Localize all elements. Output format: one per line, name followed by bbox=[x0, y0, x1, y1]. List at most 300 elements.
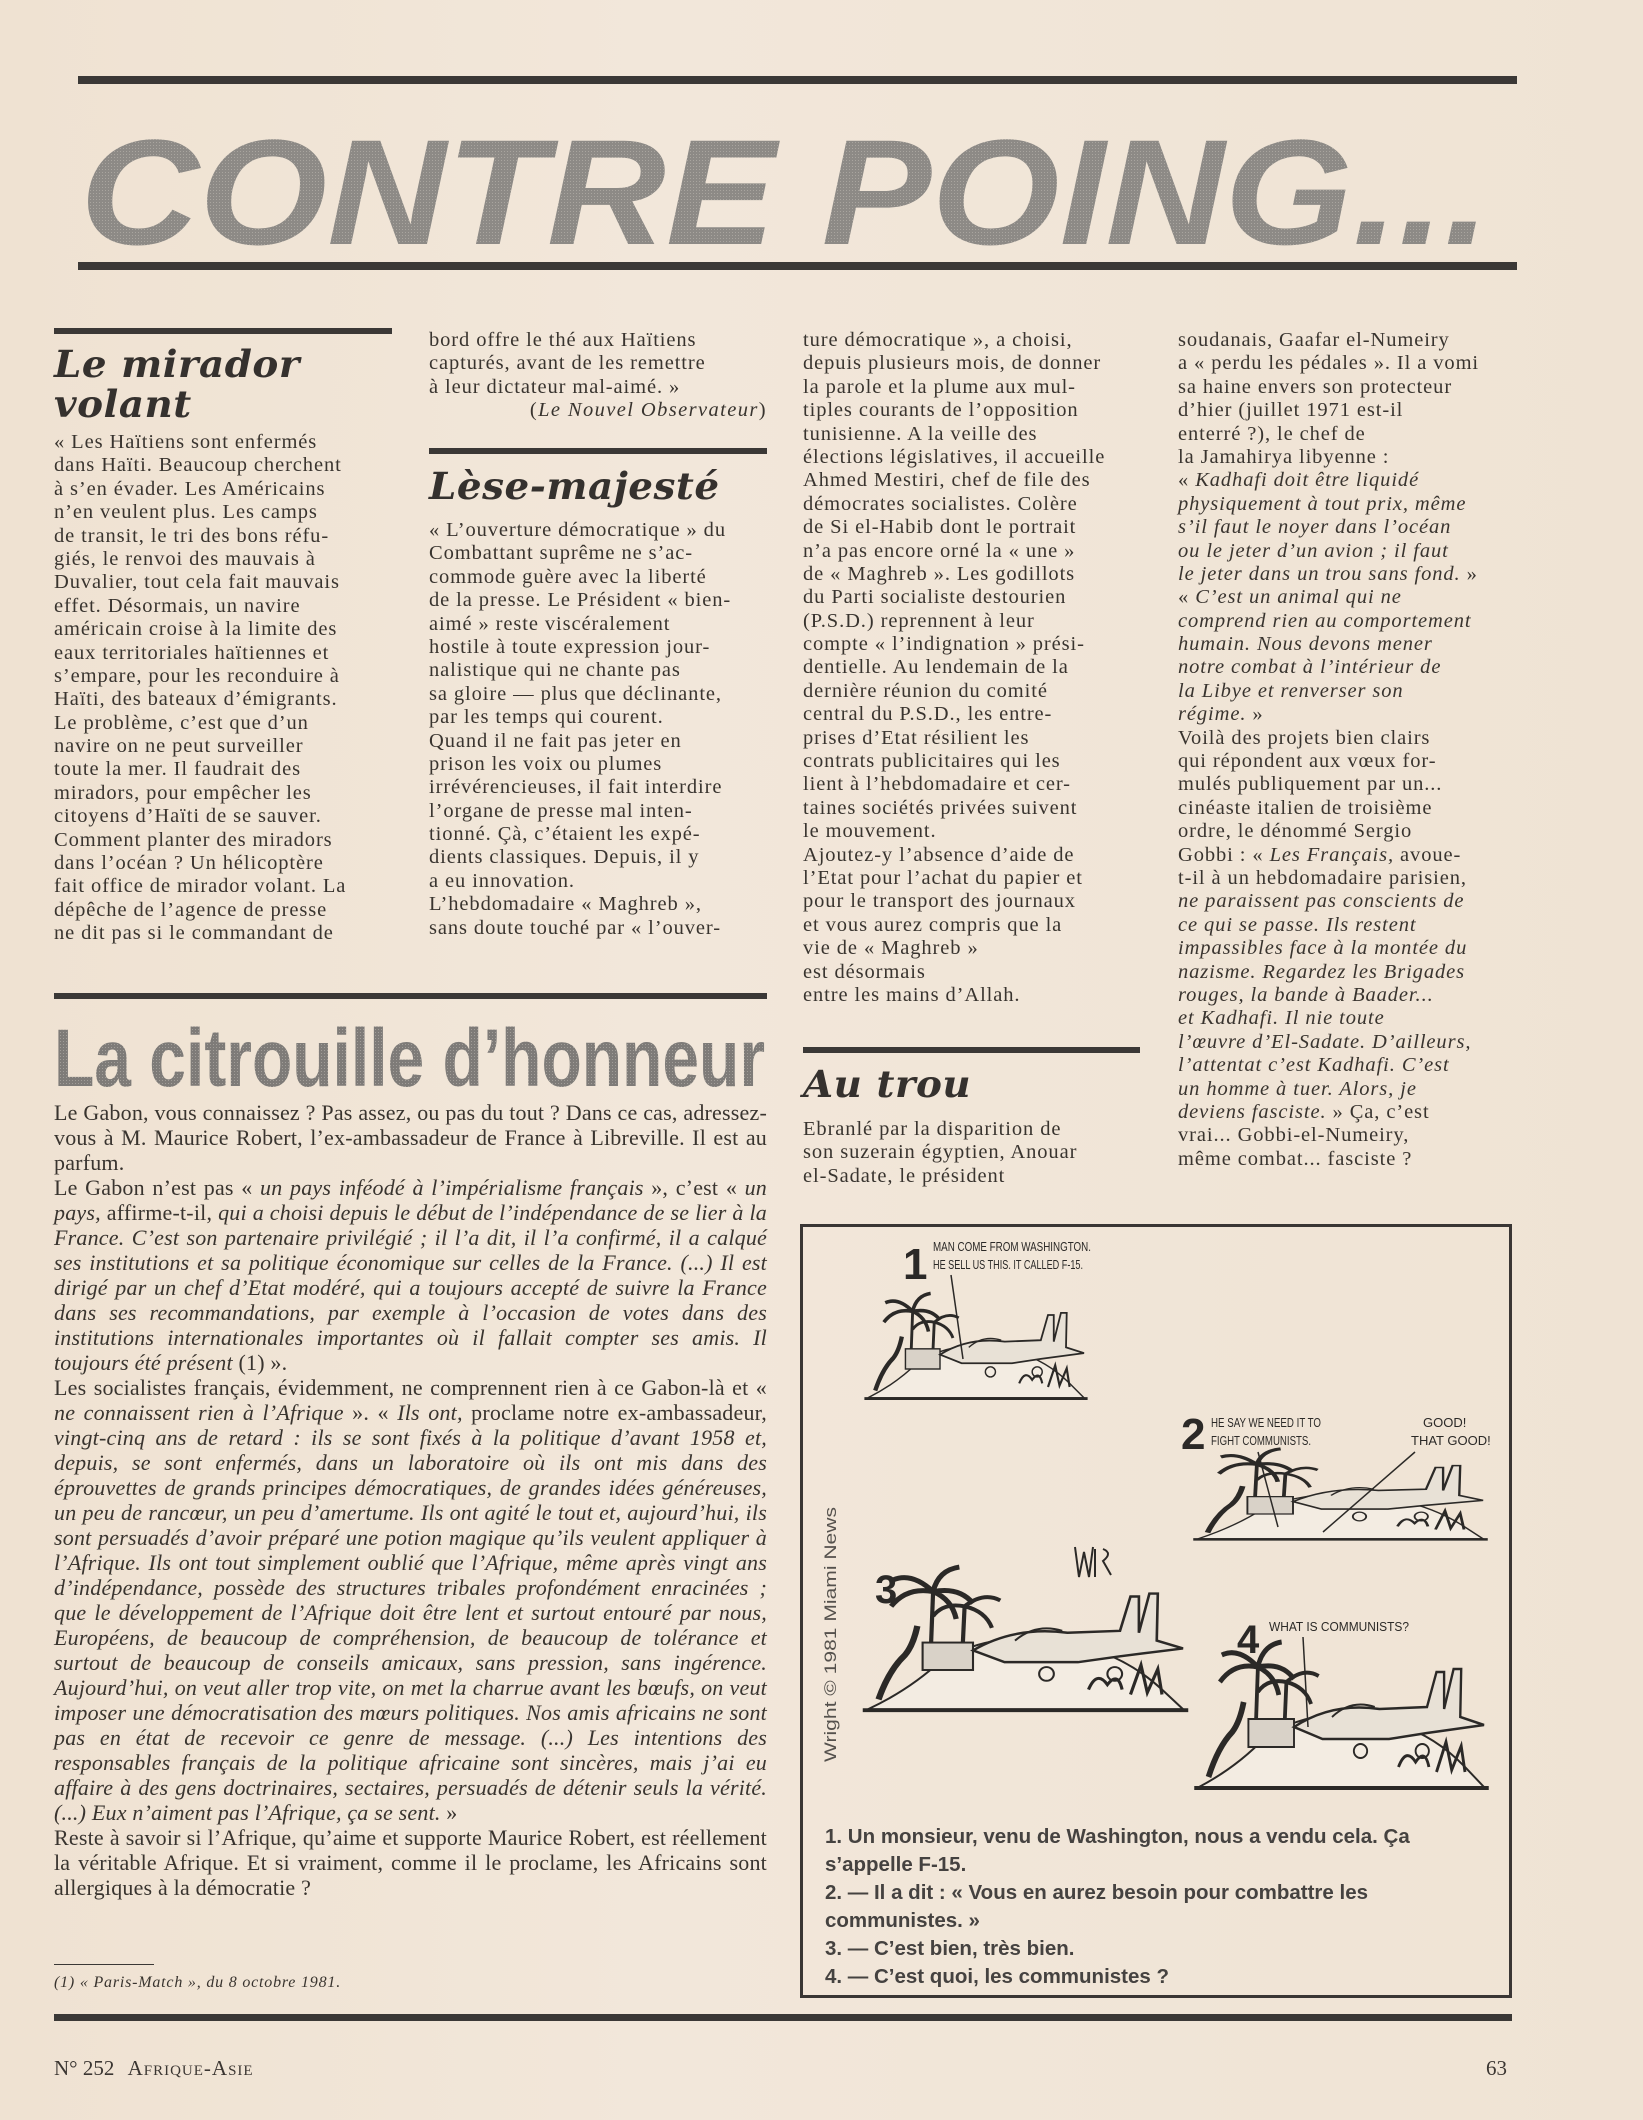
text-run: central du P.S.D., les entre- bbox=[803, 703, 1053, 726]
text-line bbox=[1178, 1007, 1479, 1030]
text-run: bord offre le thé aux Haïtiens bbox=[429, 329, 697, 351]
text-line bbox=[1178, 820, 1479, 843]
text-run: d’hier (juillet 1971 est-il bbox=[1178, 399, 1404, 422]
text-run: L’hebdomadaire « Maghreb », bbox=[429, 893, 702, 916]
text-run: « bbox=[1178, 586, 1196, 609]
text-run: à leur dictateur mal-aimé. » bbox=[429, 375, 681, 398]
text-run: fait office de mirador volant. La bbox=[54, 875, 347, 898]
text-line bbox=[1178, 469, 1479, 492]
text-line bbox=[803, 844, 1105, 867]
cartoon-caption bbox=[825, 1823, 1490, 1991]
article-title-citrouille bbox=[54, 1014, 767, 1094]
text-line bbox=[1178, 844, 1479, 867]
speech-bubble-text: HE SELL US THIS. IT CALLED F-15. bbox=[933, 1257, 1083, 1272]
panel-number: 4 bbox=[1237, 1618, 1260, 1662]
italic-run: le jeter dans un trou sans fond. bbox=[1178, 562, 1461, 585]
cartoon-panel-2 bbox=[1181, 1410, 1491, 1539]
text-line bbox=[803, 376, 1105, 399]
text-run: du Parti socialiste destourien bbox=[803, 586, 1067, 609]
text-run: ture démocratique », a choisi, bbox=[803, 329, 1073, 351]
speech-bubble-text: MAN COME FROM WASHINGTON. bbox=[933, 1239, 1091, 1254]
italic-run: l’œuvre d’El-Sadate. D’ailleurs, bbox=[1178, 1030, 1472, 1053]
text-line bbox=[1178, 633, 1479, 656]
text-run: pour le transport des journaux bbox=[803, 890, 1076, 913]
italic-run: ne paraissent pas conscients de bbox=[1178, 890, 1465, 913]
cartoon-strip bbox=[803, 1227, 1509, 1817]
text-line bbox=[803, 703, 1105, 726]
speech-bubble-text: HE SAY WE NEED IT TO bbox=[1211, 1415, 1321, 1430]
text-run: américain croise à la limite des bbox=[54, 618, 338, 641]
text-line bbox=[1178, 984, 1479, 1007]
text-run: », c’est « bbox=[643, 1175, 745, 1200]
text-run: nalistique qui ne chante pas bbox=[429, 659, 681, 682]
italic-run: Le Nouvel Observateur bbox=[538, 399, 759, 421]
text-line bbox=[429, 376, 706, 399]
caption-line: 1. Un monsieur, venu de Washington, nous a vendu cela. Ça s’appelle F-15. bbox=[825, 1825, 1410, 1876]
italic-run: physiquement à tout prix, même bbox=[1178, 492, 1467, 515]
text-run: s’empare, pour les reconduire à bbox=[54, 664, 340, 687]
text-line bbox=[803, 1165, 1077, 1188]
text-line bbox=[1178, 352, 1479, 375]
text-line bbox=[1178, 446, 1479, 469]
text-line bbox=[1178, 423, 1479, 446]
text-run: Quand il ne fait pas jeter en bbox=[429, 729, 682, 752]
text-run: n’a pas encore orné la « une » bbox=[803, 539, 1076, 562]
section-title-text: CONTRE POING... bbox=[80, 118, 1490, 253]
text-run: proclame notre ex-ambassadeur, bbox=[462, 1400, 768, 1425]
text-line bbox=[54, 922, 346, 945]
text-line bbox=[1178, 750, 1479, 773]
source-attribution bbox=[429, 399, 767, 422]
text-run: « bbox=[1178, 469, 1196, 492]
text-line bbox=[54, 829, 346, 852]
italic-run: l’attentat c’est Kadhafi. C’est bbox=[1178, 1054, 1450, 1077]
text-run: tiples courants de l’opposition bbox=[803, 399, 1079, 422]
text-line bbox=[429, 823, 731, 846]
column-rule bbox=[429, 448, 767, 454]
italic-run: rouges, la bande à Baader... bbox=[1178, 983, 1434, 1006]
paragraph bbox=[54, 1100, 767, 1175]
text-run: Combattant suprême ne s’ac- bbox=[429, 542, 693, 565]
text-run: Gobbi : « bbox=[1178, 843, 1270, 866]
text-line bbox=[54, 758, 346, 781]
text-line bbox=[803, 586, 1105, 609]
text-line bbox=[54, 688, 346, 711]
italic-run: humain. Nous devons mener bbox=[1178, 633, 1433, 656]
italic-run: un pays inféodé à l’impérialisme français bbox=[260, 1175, 644, 1200]
text-line bbox=[803, 610, 1105, 633]
text-line bbox=[429, 659, 731, 682]
text-run: dans l’océan ? Un hélicoptère bbox=[54, 852, 324, 875]
italic-run: deviens fasciste. bbox=[1178, 1100, 1327, 1123]
text-run: capturés, avant de les remettre bbox=[429, 352, 706, 375]
text-line bbox=[1178, 1031, 1479, 1054]
text-run: contrats publicitaires qui les bbox=[803, 750, 1061, 773]
text-line bbox=[429, 636, 731, 659]
article-body-lese-majeste bbox=[429, 519, 731, 940]
text-line bbox=[803, 937, 1105, 960]
text-line bbox=[1178, 493, 1479, 516]
text-line bbox=[429, 753, 731, 776]
text-run: ordre, le dénommé Sergio bbox=[1178, 820, 1413, 843]
text-run: de transit, le tri des bons réfu- bbox=[54, 524, 330, 547]
text-line bbox=[1178, 867, 1479, 890]
text-line bbox=[54, 571, 346, 594]
text-line bbox=[429, 566, 731, 589]
title-line: volant bbox=[54, 382, 192, 426]
article-body-lese-majeste-continued bbox=[803, 329, 1105, 1007]
text-run: ) bbox=[758, 399, 767, 421]
article-body-mirador-continued bbox=[429, 329, 706, 399]
caption-line: 2. — Il a dit : « Vous en aurez besoin pour combattre les communistes. » bbox=[825, 1881, 1368, 1932]
text-line bbox=[803, 820, 1105, 843]
text-run: Duvalier, tout cela fait mauvais bbox=[54, 571, 340, 594]
italic-run: ou le jeter d’un avion ; il faut bbox=[1178, 539, 1449, 562]
text-line bbox=[54, 875, 346, 898]
text-run: dépêche de l’agence de presse bbox=[54, 898, 328, 921]
article-body-citrouille bbox=[54, 1100, 767, 1900]
text-line bbox=[429, 846, 731, 869]
text-run: Les socialistes français, évidemment, ne comprennent rien à ce Gabon-là et « bbox=[54, 1375, 767, 1400]
text-run: ». « bbox=[343, 1400, 398, 1425]
text-line bbox=[1178, 376, 1479, 399]
text-line bbox=[54, 548, 346, 571]
cartoon-panel-1 bbox=[864, 1239, 1091, 1399]
text-run: dients classiques. Depuis, il y bbox=[429, 846, 700, 869]
italic-run: ne connaissent rien à l’Afrique bbox=[54, 1400, 344, 1425]
text-line bbox=[1178, 797, 1479, 820]
text-line bbox=[429, 730, 731, 753]
article-body-au-trou-continued bbox=[1178, 329, 1479, 1171]
column-rule bbox=[803, 1047, 1140, 1053]
text-line bbox=[429, 519, 731, 542]
text-line bbox=[54, 478, 346, 501]
footer-rule bbox=[54, 2014, 1512, 2021]
page-number: 63 bbox=[1486, 2056, 1507, 2080]
text-run: est désormais bbox=[803, 960, 926, 983]
speech-bubble-reply: THAT GOOD! bbox=[1411, 1433, 1491, 1448]
text-run: » bbox=[1460, 562, 1478, 585]
text-line bbox=[1178, 329, 1479, 352]
text-line bbox=[803, 890, 1105, 913]
text-line bbox=[803, 423, 1105, 446]
text-run: irrévérencieuses, il fait interdire bbox=[429, 776, 723, 799]
text-line bbox=[54, 852, 346, 875]
text-run: a eu innovation. bbox=[429, 869, 575, 892]
text-line bbox=[803, 750, 1105, 773]
panel-number: 2 bbox=[1181, 1410, 1206, 1459]
text-run: Le Gabon n’est pas « bbox=[54, 1175, 261, 1200]
article-title-text: La citrouille d’honneur bbox=[54, 1014, 765, 1094]
footer-issue bbox=[54, 2056, 254, 2081]
panel-number: 1 bbox=[903, 1240, 928, 1289]
text-line bbox=[1178, 1078, 1479, 1101]
text-line bbox=[429, 870, 731, 893]
text-line bbox=[803, 961, 1105, 984]
text-run: (P.S.D.) reprennent à leur bbox=[803, 609, 1035, 632]
text-line bbox=[54, 454, 346, 477]
text-run: Le problème, c’est que d’un bbox=[54, 711, 309, 734]
text-run: et vous aurez compris que la bbox=[803, 913, 1063, 936]
text-run: vie de « Maghreb » bbox=[803, 937, 979, 960]
text-line bbox=[1178, 914, 1479, 937]
text-line bbox=[803, 352, 1105, 375]
text-run: (1) ». bbox=[232, 1350, 288, 1375]
text-line bbox=[803, 469, 1105, 492]
speech-bubble-reply: GOOD! bbox=[1423, 1415, 1467, 1430]
text-run: aimé » reste viscéralement bbox=[429, 612, 671, 635]
text-line bbox=[1178, 890, 1479, 913]
italic-run: un pays, bbox=[54, 1175, 768, 1225]
text-run: sa haine envers son protecteur bbox=[1178, 375, 1453, 398]
italic-run: et Kadhafi. Il nie toute bbox=[1178, 1007, 1385, 1030]
text-line bbox=[803, 516, 1105, 539]
text-line bbox=[803, 493, 1105, 516]
text-run: citoyens d’Haïti de se sauver. bbox=[54, 805, 322, 828]
italic-run: la Libye et renverser son bbox=[1178, 679, 1404, 702]
italic-run: qui a choisi depuis le début de l’indépendance de se lier à la France. C’est son partenaire privilégié ; il l’a dit, il l’a confirmé, il a calqué ses institutions et sa politique économique sur celles de la France. (...) Il est dirigé par un chef d’Etat modéré, qui a toujours accepté de suivre la France dans ses recommandations, par exemple à l’occasion de votes dans des institutions internationales importantes où il fallait compter ses amis. Il toujours été présent bbox=[54, 1200, 767, 1375]
cartoon-panel-4 bbox=[1194, 1618, 1489, 1788]
text-line bbox=[803, 1118, 1077, 1141]
text-line bbox=[429, 542, 731, 565]
text-line bbox=[1178, 703, 1479, 726]
text-run: t-il à un hebdomadaire parisien, bbox=[1178, 866, 1467, 889]
italic-run: notre combat à l’intérieur de bbox=[1178, 656, 1442, 679]
text-run: el-Sadate, le président bbox=[803, 1164, 1006, 1187]
header-rule-top bbox=[78, 76, 1517, 84]
title-line: Le mirador bbox=[54, 342, 300, 386]
text-run: miradors, pour empêcher les bbox=[54, 781, 312, 804]
text-line bbox=[1178, 516, 1479, 539]
article-title-mirador bbox=[54, 344, 300, 424]
text-run: le mouvement. bbox=[803, 820, 937, 843]
text-line bbox=[1178, 680, 1479, 703]
text-line bbox=[803, 656, 1105, 679]
text-line bbox=[429, 352, 706, 375]
text-line bbox=[1178, 610, 1479, 633]
paragraph bbox=[54, 1375, 767, 1825]
text-run: Haïti, des bateaux d’émigrants. bbox=[54, 688, 338, 711]
text-line bbox=[54, 735, 346, 758]
text-run: » Ça, c’est bbox=[1326, 1100, 1430, 1123]
text-line bbox=[429, 589, 731, 612]
text-line bbox=[54, 501, 346, 524]
text-run: avoue- bbox=[1394, 843, 1462, 866]
cartoon-panel-3 bbox=[863, 1567, 1189, 1710]
text-run: Ajoutez-y l’absence d’aide de bbox=[803, 843, 1075, 866]
text-run: élections législatives, il accueille bbox=[803, 445, 1106, 468]
text-run: l’Etat pour l’achat du papier et bbox=[803, 866, 1083, 889]
text-run: sans doute touché par « l’ouver- bbox=[429, 916, 721, 939]
caption-line: 4. — C’est quoi, les communistes ? bbox=[825, 1965, 1170, 1988]
text-run: Voilà des projets bien clairs bbox=[1178, 726, 1431, 749]
cartoon-signature bbox=[1075, 1547, 1111, 1577]
text-run: dans Haïti. Beaucoup cherchent bbox=[54, 454, 342, 477]
text-line bbox=[803, 540, 1105, 563]
text-line bbox=[54, 642, 346, 665]
footnote-rule bbox=[54, 1964, 154, 1965]
header-rule-bottom bbox=[78, 262, 1517, 270]
text-line bbox=[429, 800, 731, 823]
text-line bbox=[1178, 937, 1479, 960]
text-line bbox=[54, 805, 346, 828]
text-run: de « Maghreb ». Les godillots bbox=[803, 562, 1076, 585]
text-run: hostile à toute expression jour- bbox=[429, 635, 711, 658]
text-line bbox=[54, 782, 346, 805]
text-line bbox=[1178, 1054, 1479, 1077]
magazine-name: Afrique-Asie bbox=[127, 2056, 254, 2080]
text-run: dernière réunion du comité bbox=[803, 679, 1048, 702]
text-run: Ahmed Mestiri, chef de file des bbox=[803, 469, 1091, 492]
paragraph bbox=[54, 1175, 767, 1375]
text-line bbox=[54, 525, 346, 548]
text-line bbox=[429, 776, 731, 799]
text-run: depuis plusieurs mois, de donner bbox=[803, 352, 1102, 375]
text-run: eaux territoriales haïtiennes et bbox=[54, 641, 330, 664]
article-body-mirador bbox=[54, 431, 346, 946]
article-rule bbox=[54, 993, 767, 999]
text-run: ne dit pas si le commandant de bbox=[54, 922, 334, 945]
text-run: lient à l’hebdomadaire et cer- bbox=[803, 773, 1071, 796]
text-line bbox=[54, 712, 346, 735]
italic-run: un homme à tuer. Alors, je bbox=[1178, 1077, 1417, 1100]
text-run: giés, le renvoi des mauvais à bbox=[54, 547, 316, 570]
text-run: vrai... Gobbi-el-Numeiry, bbox=[1178, 1124, 1410, 1147]
text-run: toute la mer. Il faudrait des bbox=[54, 758, 301, 781]
panel-number: 3 bbox=[875, 1568, 898, 1612]
footnote: (1) « Paris-Match », du 8 octobre 1981. bbox=[54, 1974, 342, 1991]
cartoon-credit: Wright © 1981 Miami News bbox=[821, 1556, 840, 1762]
text-line bbox=[803, 1141, 1077, 1164]
text-run: l’organe de presse mal inten- bbox=[429, 799, 693, 822]
text-run: de Si el-Habib dont le portrait bbox=[803, 516, 1077, 539]
text-line bbox=[1178, 1124, 1479, 1147]
text-run: commode guère avec la liberté bbox=[429, 565, 707, 588]
text-line bbox=[54, 665, 346, 688]
text-line bbox=[803, 446, 1105, 469]
text-run: cinéaste italien de troisième bbox=[1178, 796, 1433, 819]
text-run: la Jamahirya libyenne : bbox=[1178, 445, 1390, 468]
text-line bbox=[803, 329, 1105, 352]
text-run: même combat... fasciste ? bbox=[1178, 1147, 1413, 1170]
text-run: entre les mains d’Allah. bbox=[803, 983, 1021, 1006]
text-run: démocrates socialistes. Colère bbox=[803, 492, 1078, 515]
text-run: enterré ?), le chef de bbox=[1178, 422, 1366, 445]
text-run: Le Gabon, vous connaissez ? Pas assez, ou pas du tout ? Dans ce cas, adressez-vous à M. Maurice Robert, l’ex-ambassadeur de France à Libreville. Il est au parfum. bbox=[54, 1100, 767, 1175]
text-run: Comment planter des miradors bbox=[54, 828, 333, 851]
text-run: tionné. Çà, c’étaient les expé- bbox=[429, 823, 701, 846]
text-run: la parole et la plume aux mul- bbox=[803, 375, 1076, 398]
text-run: taines sociétés privées suivent bbox=[803, 796, 1078, 819]
text-run: affirme-t-il, bbox=[100, 1200, 219, 1225]
text-line bbox=[1178, 1148, 1479, 1171]
text-line bbox=[429, 329, 706, 352]
italic-run: Les Français, bbox=[1269, 843, 1395, 866]
text-run: mulés publiquement par un... bbox=[1178, 773, 1443, 796]
italic-run: ce qui se passe. Ils restent bbox=[1178, 913, 1417, 936]
speech-bubble-text: WHAT IS COMMUNISTS? bbox=[1269, 1619, 1409, 1634]
italic-run: comprend rien au comportement bbox=[1178, 609, 1472, 632]
text-run: prises d’Etat résilient les bbox=[803, 726, 1030, 749]
text-run: compte « l’indignation » prési- bbox=[803, 633, 1085, 656]
italic-run: régime. bbox=[1178, 703, 1247, 726]
text-run: « Les Haïtiens sont enfermés bbox=[54, 431, 318, 453]
text-run: soudanais, Gaafar el-Numeiry bbox=[1178, 329, 1450, 351]
text-line bbox=[803, 563, 1105, 586]
text-line bbox=[1178, 563, 1479, 586]
text-line bbox=[1178, 1101, 1479, 1124]
text-line bbox=[54, 899, 346, 922]
text-line bbox=[1178, 961, 1479, 984]
text-run: » bbox=[1246, 703, 1264, 726]
text-run: a « perdu les pédales ». Il a vomi bbox=[1178, 352, 1480, 375]
article-title-au-trou: Au trou bbox=[803, 1062, 972, 1106]
text-line bbox=[1178, 399, 1479, 422]
text-run: n’en veulent plus. Les camps bbox=[54, 501, 318, 524]
text-line bbox=[1178, 656, 1479, 679]
text-line bbox=[1178, 773, 1479, 796]
text-line bbox=[429, 706, 731, 729]
text-line bbox=[803, 727, 1105, 750]
text-run: tunisienne. A la veille des bbox=[803, 422, 1038, 445]
text-line bbox=[54, 431, 346, 454]
text-line bbox=[54, 595, 346, 618]
text-run: son suzerain égyptien, Anouar bbox=[803, 1141, 1078, 1164]
text-run: à s’en évader. Les Américains bbox=[54, 477, 326, 500]
text-line bbox=[1178, 727, 1479, 750]
text-line bbox=[803, 984, 1105, 1007]
text-line bbox=[803, 633, 1105, 656]
italic-run: Ils ont, bbox=[397, 1400, 463, 1425]
article-title-lese-majeste: Lèse-majesté bbox=[429, 464, 720, 508]
italic-run: s’il faut le noyer dans l’océan bbox=[1178, 516, 1452, 539]
italic-run: nazisme. Regardez les Brigades bbox=[1178, 960, 1466, 983]
text-run: qui répondent aux vœux for- bbox=[1178, 750, 1437, 773]
text-line bbox=[803, 867, 1105, 890]
text-line bbox=[1178, 586, 1479, 609]
column-rule bbox=[54, 328, 392, 334]
article-body-au-trou bbox=[803, 1118, 1077, 1188]
text-line bbox=[803, 773, 1105, 796]
text-run: dentielle. Au lendemain de la bbox=[803, 656, 1069, 679]
text-run: prison les voix ou plumes bbox=[429, 752, 663, 775]
text-run: navire on ne peut surveiller bbox=[54, 735, 304, 758]
text-line bbox=[1178, 540, 1479, 563]
paragraph bbox=[54, 1825, 767, 1900]
section-title bbox=[78, 118, 1518, 253]
italic-run: C’est un animal qui ne bbox=[1195, 586, 1402, 609]
text-line bbox=[54, 618, 346, 641]
text-line bbox=[429, 683, 731, 706]
text-run: Ebranlé par la disparition de bbox=[803, 1118, 1062, 1140]
text-run: effet. Désormais, un navire bbox=[54, 594, 301, 617]
text-line bbox=[429, 613, 731, 636]
cartoon-box bbox=[800, 1224, 1512, 1998]
text-line bbox=[429, 917, 731, 940]
text-line bbox=[803, 797, 1105, 820]
italic-run: impassibles face à la montée du bbox=[1178, 937, 1468, 960]
text-line bbox=[803, 914, 1105, 937]
text-run: ( bbox=[529, 399, 539, 421]
text-run: par les temps qui courent. bbox=[429, 706, 664, 729]
text-line bbox=[429, 893, 731, 916]
text-line bbox=[803, 399, 1105, 422]
text-run: « L’ouverture démocratique » du bbox=[429, 519, 726, 541]
text-run: » bbox=[440, 1800, 458, 1825]
text-line bbox=[803, 680, 1105, 703]
caption-line: 3. — C’est bien, très bien. bbox=[825, 1937, 1075, 1960]
italic-run: Kadhafi doit être liquidé bbox=[1195, 469, 1420, 492]
